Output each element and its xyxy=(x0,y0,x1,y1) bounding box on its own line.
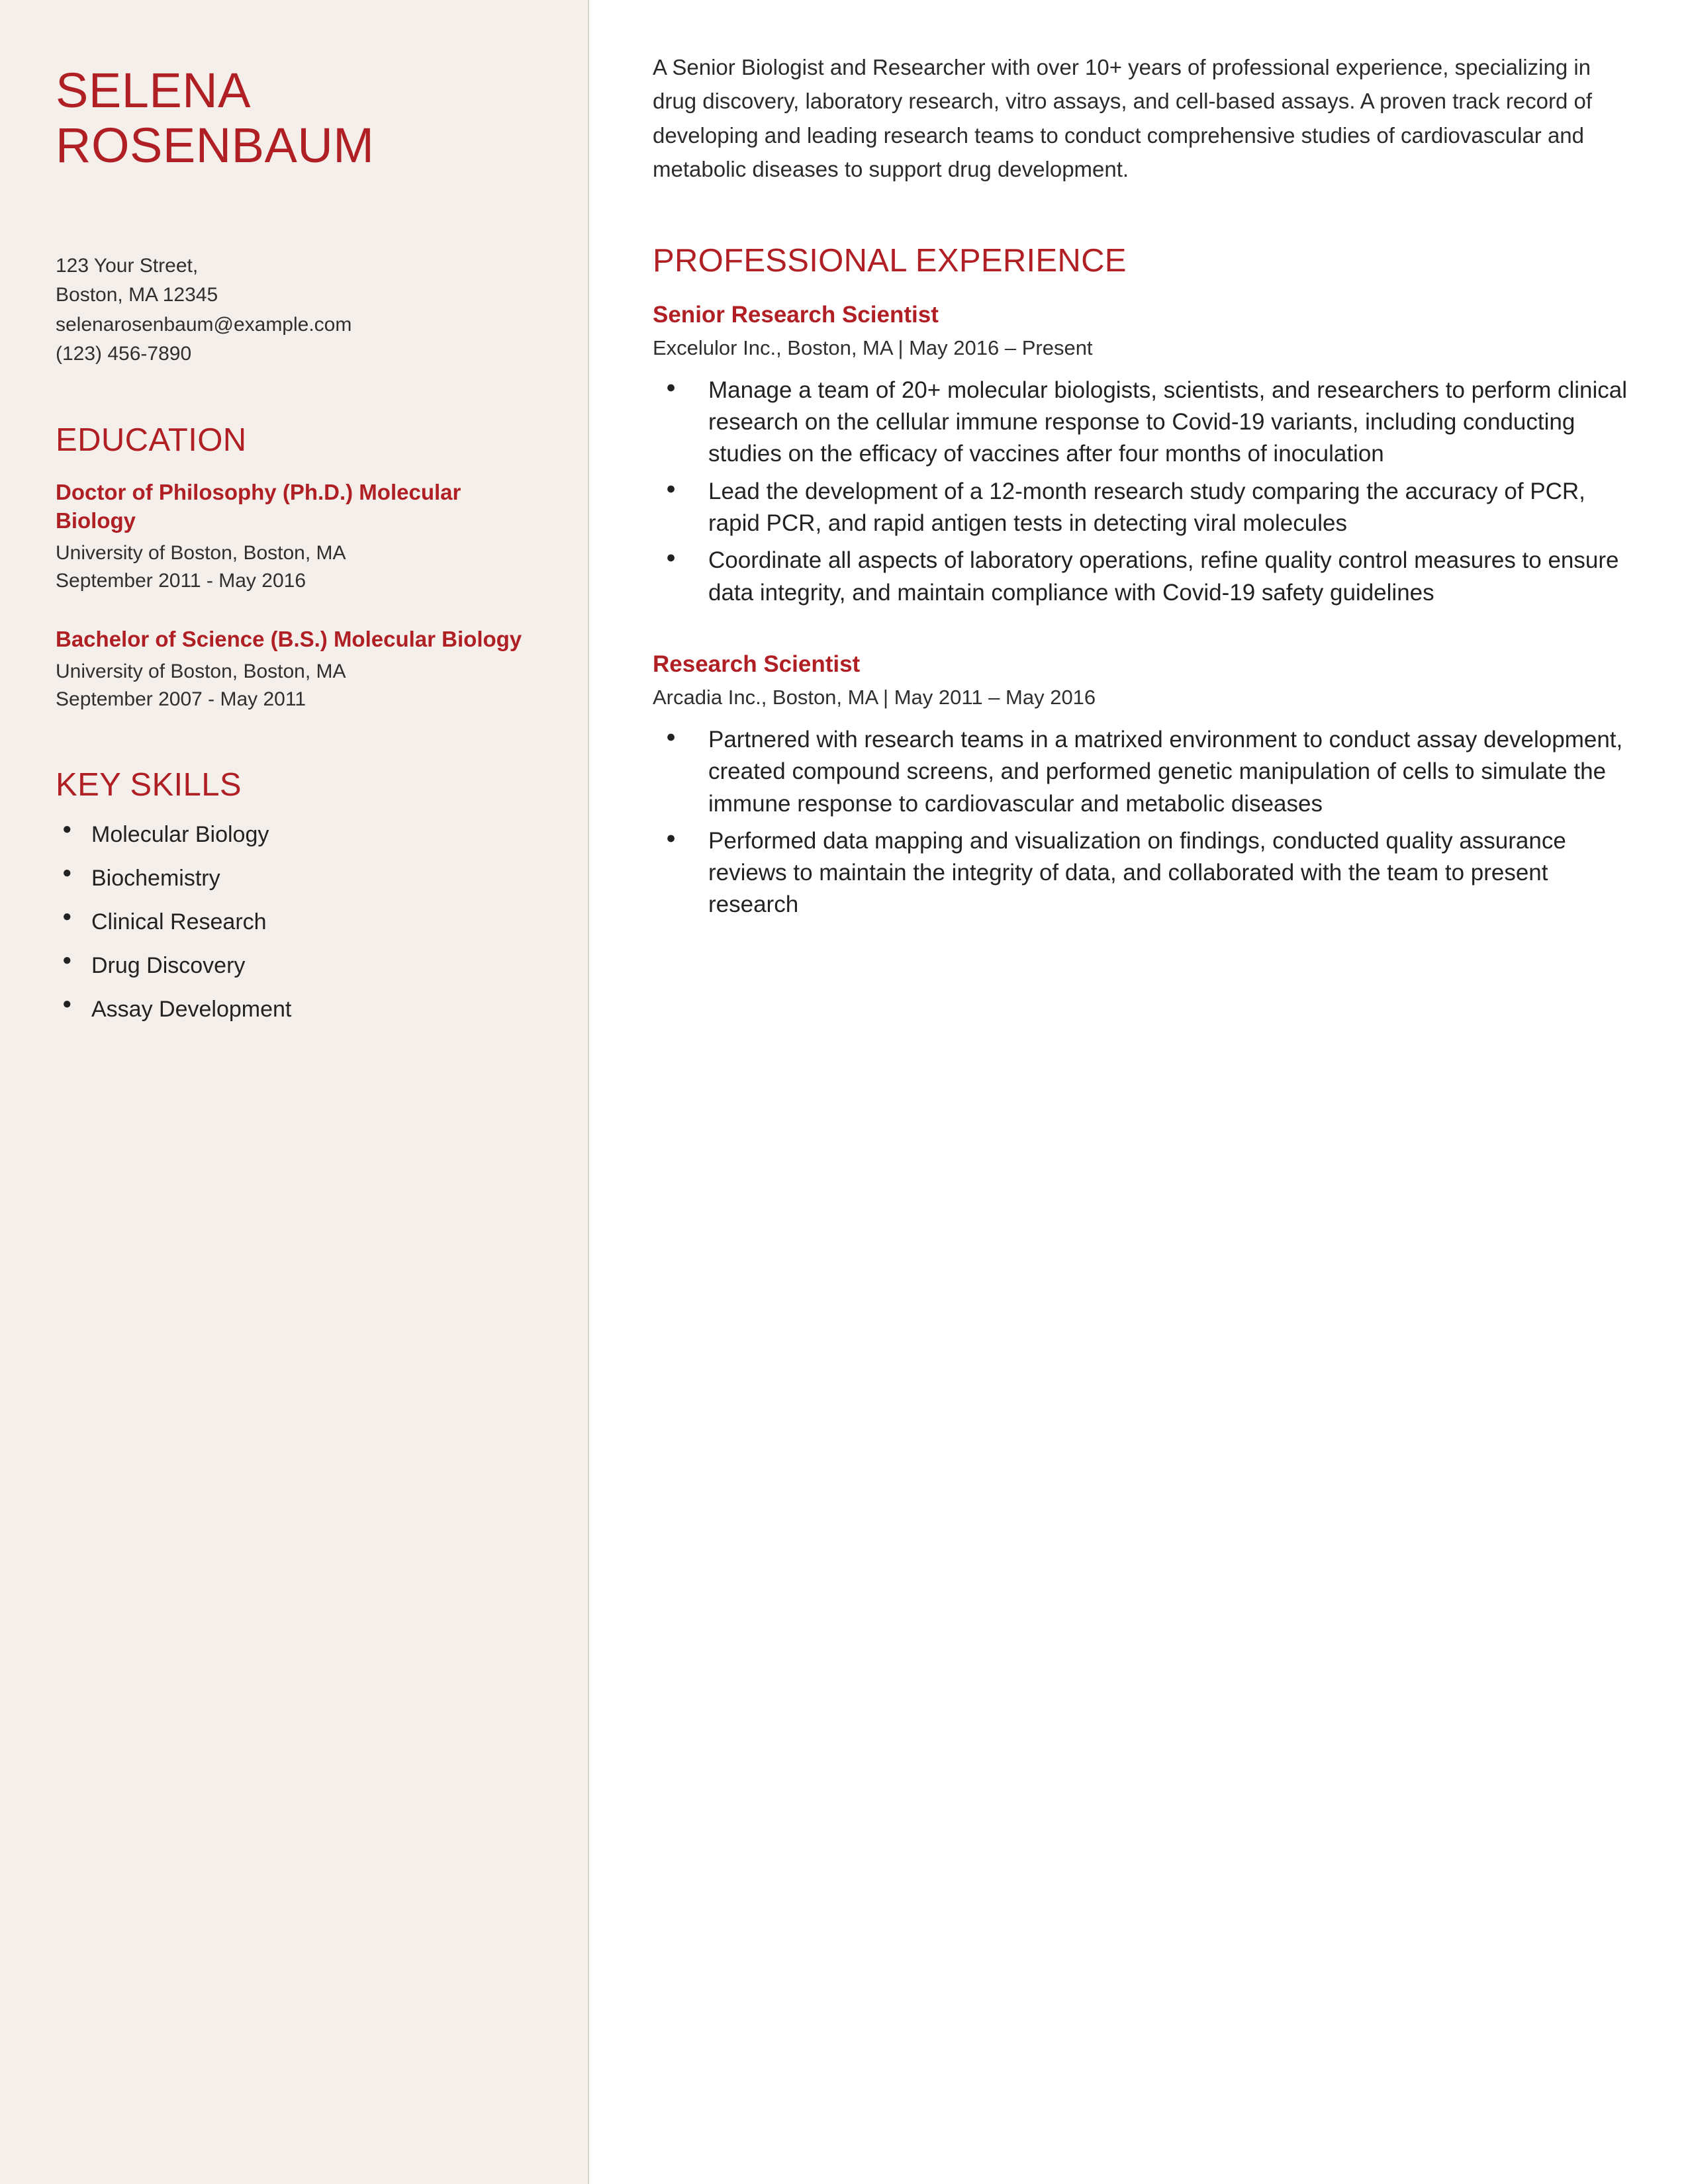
contact-email[interactable]: selenarosenbaum@example.com xyxy=(56,313,352,336)
education-school: University of Boston, Boston, MA xyxy=(56,542,346,565)
section-spacer xyxy=(653,615,1632,651)
experience-entry xyxy=(653,302,1632,609)
contact-city-state-zip: Boston, MA 12345 xyxy=(56,284,218,306)
contact-street: 123 Your Street, xyxy=(56,254,199,277)
education-dates: September 2011 - May 2016 xyxy=(56,570,306,592)
job-meta: Excelulor Inc., Boston, MA | May 2016 – Present xyxy=(653,336,1093,359)
job-meta: Arcadia Inc., Boston, MA | May 2011 – May 2016 xyxy=(653,685,1096,709)
list-item: ● Partnered with research teams in a matrixed environment to conduct assay development, created compound screens, and performed genetic manipulation of cells to simulate the immune response to cardiovascular and metabolic diseases xyxy=(653,724,1632,820)
list-item: ● Lead the development of a 12-month research study comparing the accuracy of PCR, rapid PCR, and rapid antigen tests in detecting viral molecules xyxy=(653,476,1632,540)
sidebar xyxy=(0,0,589,2184)
contact-block xyxy=(56,251,532,369)
list-item: ● Performed data mapping and visualization on findings, conducted quality assurance reviews to maintain the integrity of data, and collaborated with the team to present research xyxy=(653,825,1632,921)
candidate-last-name: ROSENBAUM xyxy=(56,117,375,173)
experience-heading: PROFESSIONAL EXPERIENCE xyxy=(653,242,1127,279)
list-item: ● Biochemistry xyxy=(56,867,532,889)
job-bullets xyxy=(653,724,1632,921)
job-title: Senior Research Scientist xyxy=(653,301,939,328)
list-item: ● Assay Development xyxy=(56,998,532,1021)
education-school: University of Boston, Boston, MA xyxy=(56,660,346,682)
education-degree: Bachelor of Science (B.S.) Molecular Biology xyxy=(56,627,522,652)
main-content xyxy=(589,0,1688,2184)
education-entry xyxy=(56,478,532,595)
list-item: ● Drug Discovery xyxy=(56,954,532,977)
contact-phone[interactable]: (123) 456-7890 xyxy=(56,342,192,365)
candidate-first-name: SELENA xyxy=(56,63,252,118)
job-title: Research Scientist xyxy=(653,651,861,677)
key-skills-heading: KEY SKILLS xyxy=(56,766,242,803)
list-item: ● Clinical Research xyxy=(56,911,532,933)
education-entry xyxy=(56,625,532,713)
list-item: ● Manage a team of 20+ molecular biologists, scientists, and researchers to perform clinical research on the cellular immune response to Covid-19 variants, including conducting studies on the efficacy of vaccines after four months of inoculation xyxy=(653,375,1632,471)
education-dates: September 2007 - May 2011 xyxy=(56,688,306,710)
education-degree: Doctor of Philosophy (Ph.D.) Molecular Biology xyxy=(56,480,461,533)
key-skills-list xyxy=(56,823,532,1021)
experience-entry xyxy=(653,651,1632,921)
list-item: ● Coordinate all aspects of laboratory operations, refine quality control measures to ensure data integrity, and maintain compliance with Covid-19 safety guidelines xyxy=(653,545,1632,609)
professional-summary: A Senior Biologist and Researcher with over 10+ years of professional experience, specializing in drug discovery, laboratory research, vitro assays, and cell-based assays. A proven track record of developing and leading research teams to conduct comprehensive studies of cardiovascular and metabolic diseases to support drug development. xyxy=(653,55,1593,182)
job-bullets xyxy=(653,375,1632,609)
education-heading: EDUCATION xyxy=(56,422,247,459)
list-item: ● Molecular Biology xyxy=(56,823,532,846)
candidate-name xyxy=(56,64,532,173)
